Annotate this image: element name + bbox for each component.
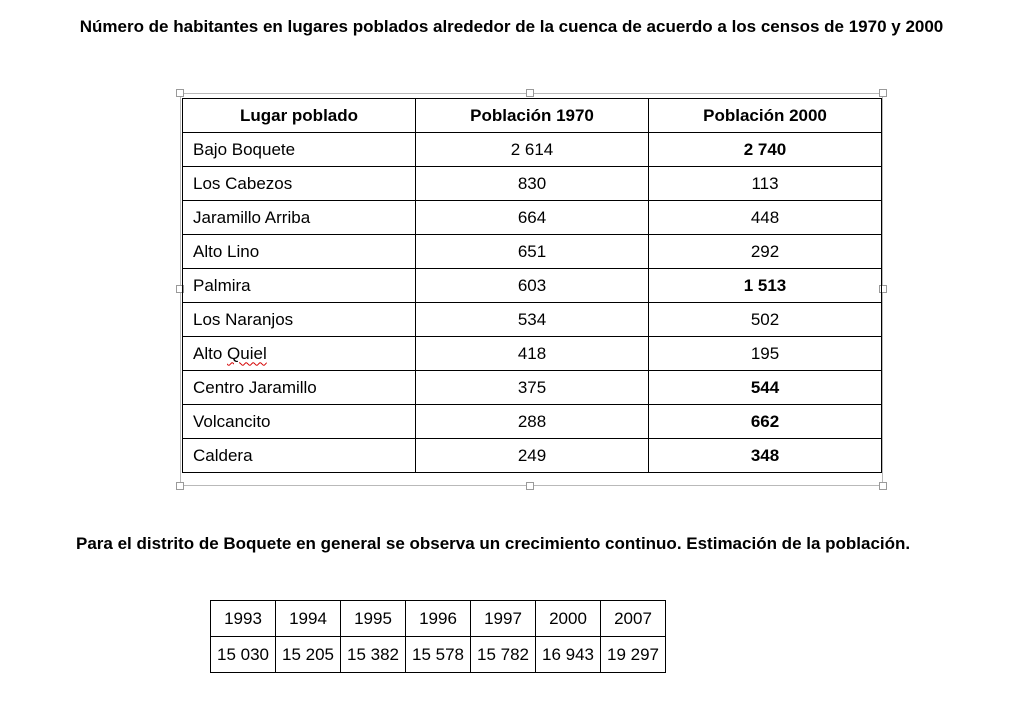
year-cell[interactable]: 2000 xyxy=(536,601,601,637)
table-row xyxy=(183,167,882,201)
population-estimate-cell[interactable]: 15 382 xyxy=(341,637,406,673)
cell-place[interactable]: Volcancito xyxy=(183,405,416,439)
header-population-2000: Población 2000 xyxy=(649,99,882,133)
year-cell[interactable]: 1996 xyxy=(406,601,471,637)
cell-population-2000[interactable]: 2 740 xyxy=(649,133,882,167)
values-row xyxy=(211,637,666,673)
cell-population-1970[interactable]: 288 xyxy=(416,405,649,439)
table-row xyxy=(183,201,882,235)
population-estimate-cell[interactable]: 16 943 xyxy=(536,637,601,673)
cell-population-1970[interactable]: 375 xyxy=(416,371,649,405)
table-row xyxy=(183,405,882,439)
cell-population-1970[interactable]: 830 xyxy=(416,167,649,201)
cell-population-2000[interactable]: 1 513 xyxy=(649,269,882,303)
cell-population-2000[interactable]: 544 xyxy=(649,371,882,405)
cell-population-1970[interactable]: 603 xyxy=(416,269,649,303)
year-cell[interactable]: 1997 xyxy=(471,601,536,637)
cell-population-2000[interactable]: 348 xyxy=(649,439,882,473)
cell-population-1970[interactable]: 418 xyxy=(416,337,649,371)
population-estimate-cell[interactable]: 15 578 xyxy=(406,637,471,673)
year-cell[interactable]: 1993 xyxy=(211,601,276,637)
year-cell[interactable]: 2007 xyxy=(601,601,666,637)
cell-population-2000[interactable]: 502 xyxy=(649,303,882,337)
population-estimate-cell[interactable]: 15 205 xyxy=(276,637,341,673)
spellcheck-underline: Quiel xyxy=(227,343,267,363)
population-estimate-cell[interactable]: 15 030 xyxy=(211,637,276,673)
cell-population-1970[interactable]: 534 xyxy=(416,303,649,337)
table-row xyxy=(183,439,882,473)
cell-place[interactable]: Caldera xyxy=(183,439,416,473)
resize-handle-bottom-left[interactable] xyxy=(176,482,184,490)
resize-handle-top-left[interactable] xyxy=(176,89,184,97)
cell-population-2000[interactable]: 292 xyxy=(649,235,882,269)
cell-place[interactable]: Palmira xyxy=(183,269,416,303)
cell-place[interactable]: Los Naranjos xyxy=(183,303,416,337)
cell-place[interactable]: Alto Lino xyxy=(183,235,416,269)
resize-handle-bottom-right[interactable] xyxy=(879,482,887,490)
header-place: Lugar poblado xyxy=(183,99,416,133)
resize-handle-bottom-center[interactable] xyxy=(526,482,534,490)
document-title: Número de habitantes en lugares poblados alrededor de la cuenca de acuerdo a los censos de 1970 y 2000 xyxy=(79,17,944,36)
table-row xyxy=(183,133,882,167)
cell-population-1970[interactable]: 249 xyxy=(416,439,649,473)
table-row xyxy=(183,235,882,269)
table-header-row xyxy=(183,99,882,133)
cell-population-2000[interactable]: 113 xyxy=(649,167,882,201)
cell-population-1970[interactable]: 2 614 xyxy=(416,133,649,167)
cell-place[interactable]: Jaramillo Arriba xyxy=(183,201,416,235)
table-row xyxy=(183,269,882,303)
estimation-table[interactable] xyxy=(210,600,666,673)
population-estimate-cell[interactable]: 15 782 xyxy=(471,637,536,673)
header-population-1970: Población 1970 xyxy=(416,99,649,133)
resize-handle-top-right[interactable] xyxy=(879,89,887,97)
resize-handle-top-center[interactable] xyxy=(526,89,534,97)
table-row xyxy=(183,303,882,337)
cell-population-2000[interactable]: 448 xyxy=(649,201,882,235)
cell-place[interactable]: Los Cabezos xyxy=(183,167,416,201)
year-cell[interactable]: 1994 xyxy=(276,601,341,637)
years-row xyxy=(211,601,666,637)
table-row xyxy=(183,337,882,371)
cell-place[interactable]: Bajo Boquete xyxy=(183,133,416,167)
cell-place[interactable]: Centro Jaramillo xyxy=(183,371,416,405)
population-table[interactable] xyxy=(182,98,882,473)
cell-population-1970[interactable]: 664 xyxy=(416,201,649,235)
boquete-paragraph: Para el distrito de Boquete en general se observa un crecimiento continuo. Estimación de la población. xyxy=(76,534,911,553)
cell-population-2000[interactable]: 195 xyxy=(649,337,882,371)
cell-population-2000[interactable]: 662 xyxy=(649,405,882,439)
year-cell[interactable]: 1995 xyxy=(341,601,406,637)
cell-population-1970[interactable]: 651 xyxy=(416,235,649,269)
cell-place[interactable]: Alto Quiel xyxy=(183,337,416,371)
population-estimate-cell[interactable]: 19 297 xyxy=(601,637,666,673)
table-row xyxy=(183,371,882,405)
